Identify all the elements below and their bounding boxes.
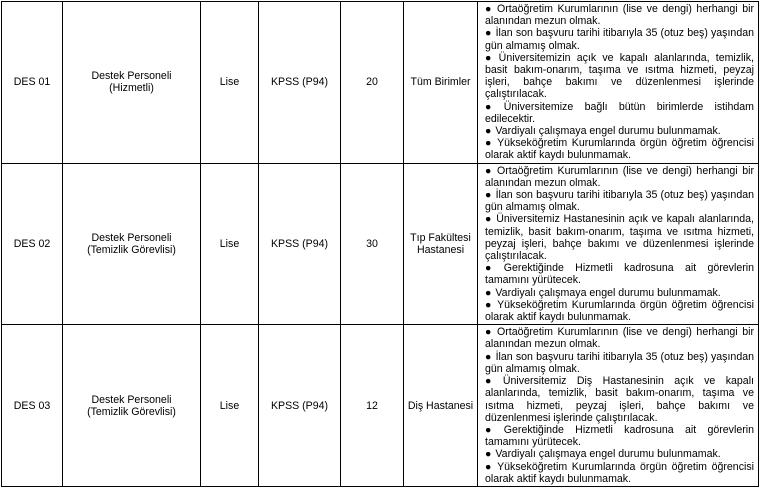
education-level: Lise bbox=[201, 325, 259, 487]
work-unit-line: Tüm Birimler bbox=[410, 76, 471, 89]
table-row bbox=[2, 2, 759, 164]
position-title bbox=[63, 2, 201, 164]
requirement-item: ● Üniversitemize bağlı bütün birimlerde istihdam edilecektir. bbox=[485, 100, 754, 125]
requirement-item: ● İlan son başvuru tarihi itibarıyla 35 (otuz beş) yaşından gün almamış olmak. bbox=[485, 27, 754, 52]
bullet-icon: ● bbox=[485, 51, 495, 64]
education-level: Lise bbox=[201, 2, 259, 164]
bullet-icon: ● bbox=[485, 125, 492, 138]
exam-type: KPSS (P94) bbox=[259, 2, 341, 164]
position-code: DES 02 bbox=[2, 163, 63, 325]
work-unit-line: Tıp Fakültesi bbox=[410, 231, 471, 244]
requirement-item: ● Gerektiğinde Hizmetli kadrosuna ait görevlerin tamamını yürütecek. bbox=[485, 423, 754, 449]
requirement-item: ● Vardiyalı çalışmaya engel durumu bulunmamak. bbox=[485, 125, 721, 138]
bullet-icon: ● bbox=[485, 262, 500, 275]
requirement-item: ● Üniversitemiz Hastanesinin açık ve kapalı alanlarında, temizlik, basit bakım-onarım, taşıma ve ısıtma hizmeti, peyzaj işleri, bahçe bakımı ve düzenlenmesi işlerinde çalıştırılacak. bbox=[485, 213, 754, 263]
bullet-icon: ● bbox=[485, 137, 494, 150]
bullet-icon: ● bbox=[485, 448, 492, 461]
quota-count: 12 bbox=[341, 325, 404, 487]
position-title bbox=[63, 325, 201, 487]
position-title-line: (Temizlik Görevlisi) bbox=[87, 405, 176, 418]
position-title-line: (Temizlik Görevlisi) bbox=[87, 243, 176, 256]
requirement-item: ● Gerektiğinde Hizmetli kadrosuna ait görevlerin tamamını yürütecek. bbox=[485, 262, 754, 287]
requirement-item: ● Yükseköğretim Kurumlarında örgün öğretim öğrencisi olarak aktif kaydı bulunmamak. bbox=[485, 137, 754, 162]
requirement-item: ● Yükseköğretim Kurumlarında örgün öğretim öğrencisi olarak aktif kaydı bulunmamak. bbox=[485, 460, 754, 485]
bullet-icon: ● bbox=[485, 286, 492, 299]
bullet-icon: ● bbox=[485, 375, 499, 388]
work-unit-line: Diş Hastanesi bbox=[407, 399, 474, 412]
requirement-item: ● İlan son başvuru tarihi itibarıyla 35 (otuz beş) yaşından gün almamış olmak. bbox=[485, 189, 754, 214]
position-code: DES 01 bbox=[2, 2, 63, 164]
positions-table bbox=[1, 1, 759, 487]
quota-count: 20 bbox=[341, 2, 404, 164]
work-unit bbox=[404, 325, 478, 487]
bullet-icon: ● bbox=[485, 423, 500, 436]
bullet-icon: ● bbox=[485, 460, 494, 473]
work-unit bbox=[404, 2, 478, 164]
exam-type: KPSS (P94) bbox=[259, 325, 341, 487]
requirements-cell bbox=[478, 163, 759, 325]
bullet-icon: ● bbox=[485, 3, 494, 15]
requirement-item: ● Yükseköğretim Kurumlarında örgün öğretim öğrencisi olarak aktif kaydı bulunmamak. bbox=[485, 298, 754, 324]
requirement-item: ● Vardiyalı çalışmaya engel durumu bulunmamak. bbox=[485, 286, 721, 299]
work-unit-line: Hastanesi bbox=[416, 243, 465, 256]
position-title-line: Destek Personeli bbox=[91, 231, 172, 244]
requirement-item: ● Vardiyalı çalışmaya engel durumu bulunmamak. bbox=[485, 448, 721, 461]
requirement-item: ● Üniversitemiz Diş Hastanesinin açık ve kapalı alanlarında, temizlik, basit bakım-onarım, taşıma ve ısıtma hizmeti, peyzaj işleri, bahçe bakımı ve düzenlenmesi işlerinde çalıştırılacak. bbox=[485, 375, 754, 424]
bullet-icon: ● bbox=[485, 27, 492, 40]
bullet-icon: ● bbox=[485, 326, 494, 339]
quota-count: 30 bbox=[341, 163, 404, 325]
requirement-item: ● Ortaöğretim Kurumlarının (lise ve dengi) herhangi bir alanından mezun olmak. bbox=[485, 3, 754, 28]
bullet-icon: ● bbox=[485, 189, 492, 202]
requirement-item: ● Ortaöğretim Kurumlarının (lise ve dengi) herhangi bir alanından mezun olmak. bbox=[485, 164, 754, 189]
bullet-icon: ● bbox=[485, 350, 492, 363]
requirement-item: ● Ortaöğretim Kurumlarının (lise ve dengi) herhangi bir alanından mezun olmak. bbox=[485, 326, 754, 351]
exam-type: KPSS (P94) bbox=[259, 163, 341, 325]
requirements-cell bbox=[478, 325, 759, 487]
position-title bbox=[63, 163, 201, 325]
table-row bbox=[2, 163, 759, 325]
bullet-icon: ● bbox=[485, 298, 494, 311]
requirement-item: ● Üniversitemizin açık ve kapalı alanlarında, temizlik, basit bakım-onarım, taşıma ve ısıtma hizmeti, peyzaj işleri, bahçe bakımı ve düzenlenmesi işlerinde çalıştırılacak. bbox=[485, 51, 755, 101]
requirements-cell bbox=[478, 2, 759, 164]
bullet-icon: ● bbox=[485, 164, 494, 177]
position-code: DES 03 bbox=[2, 325, 63, 487]
position-title-line: Destek Personeli bbox=[91, 70, 172, 83]
requirement-item: ● İlan son başvuru tarihi itibarıyla 35 (otuz beş) yaşından gün almamış olmak. bbox=[485, 350, 754, 375]
work-unit bbox=[404, 163, 478, 325]
table-row bbox=[2, 325, 759, 487]
education-level: Lise bbox=[201, 163, 259, 325]
position-title-line: (Hizmetli) bbox=[109, 82, 154, 95]
bullet-icon: ● bbox=[485, 213, 493, 226]
bullet-icon: ● bbox=[485, 100, 500, 113]
position-title-line: Destek Personeli bbox=[91, 393, 172, 406]
